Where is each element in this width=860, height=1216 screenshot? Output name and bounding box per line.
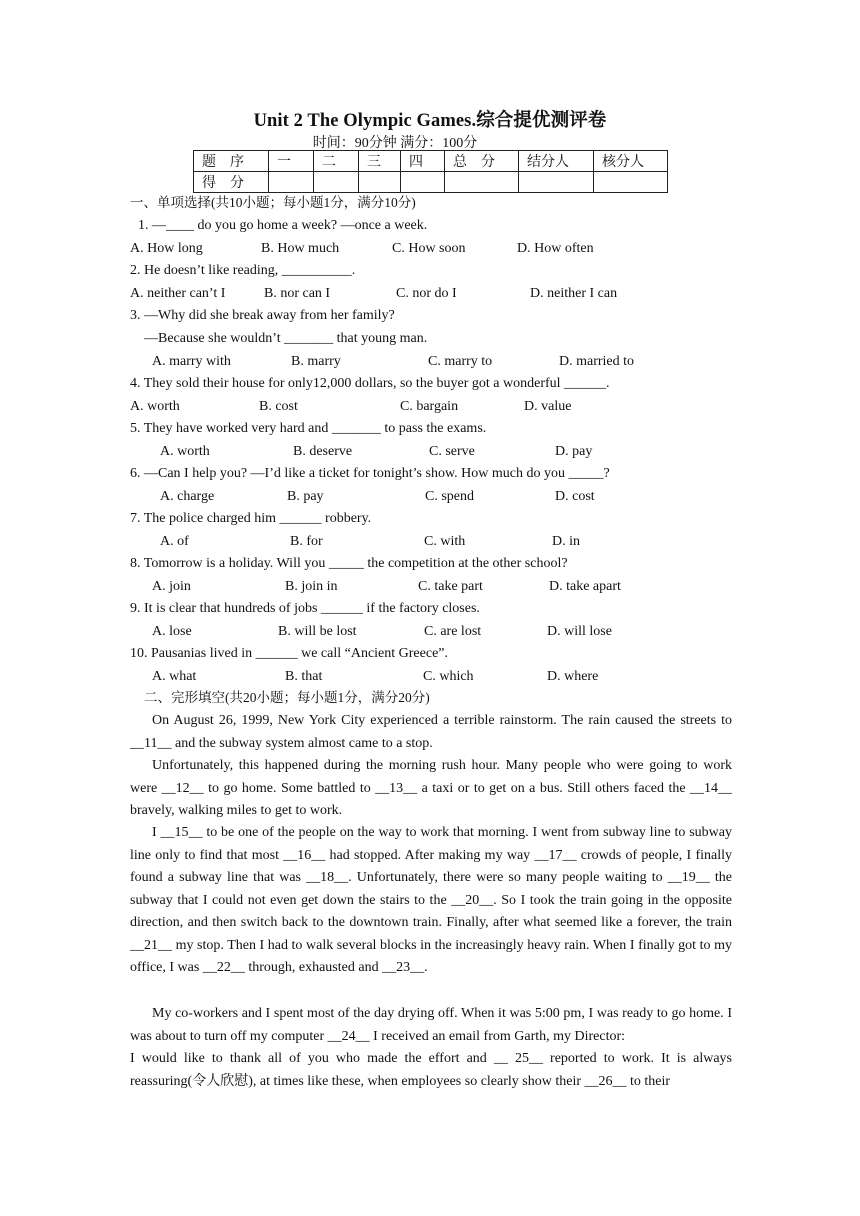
option-d: D. neither I can xyxy=(530,286,618,301)
option-d: D. where xyxy=(547,669,599,684)
option-a: A. lose xyxy=(152,624,192,639)
cloze-paragraph: I __15__ to be one of the people on the way to work that morning. I went from subway line to subway line only to find that most __16__ had stopped. After making my way __17__ crowds of people, I finally found a subway line that was __18__. Unfortunately, there were so many people waiting to __19__ the subway that I could not even get down the stairs to the __20__. So I took the train going in the opposite direction, and then switch back to the downtown train. Finally, after what seemed like a forever, the train __21__ my stop. Then I had to walk several blocks in the increasingly heavy rain. When I finally got to my office, I was __22__ through, exhausted and __23__. xyxy=(130,825,732,975)
option-c: C. serve xyxy=(429,444,475,459)
cloze-paragraph: On August 26, 1999, New York City experienced a terrible rainstorm. The rain caused the streets to __11__ and the subway system almost came to a stop. xyxy=(130,713,732,751)
question-stem: 7. The police charged him ______ robbery. xyxy=(130,511,372,526)
option-c: C. which xyxy=(423,669,474,684)
score-cell-scorer: 结分人 xyxy=(519,151,594,172)
option-a: A. How long xyxy=(130,241,203,256)
score-table-score-row xyxy=(194,172,668,193)
question-stem: 4. They sold their house for only12,000 dollars, so the buyer got a wonderful ______. xyxy=(130,376,610,391)
option-a: A. marry with xyxy=(152,354,231,369)
option-d: D. married to xyxy=(559,354,635,369)
option-a: A. worth xyxy=(160,444,210,459)
question-stem: 5. They have worked very hard and _______ to pass the exams. xyxy=(130,421,487,436)
option-c: C. spend xyxy=(425,489,474,504)
score-cell-3: 三 xyxy=(359,151,401,172)
option-a: A. worth xyxy=(130,399,180,414)
score-blank xyxy=(519,172,594,193)
score-cell-2: 二 xyxy=(314,151,359,172)
option-d: D. cost xyxy=(555,489,595,504)
score-blank xyxy=(445,172,519,193)
question-stem: 3. —Why did she break away from her family? xyxy=(130,308,395,323)
score-blank xyxy=(594,172,668,193)
option-b: B. will be lost xyxy=(278,624,357,639)
section1-heading: 一、单项选择(共10小题；每小题1分，满分10分) xyxy=(130,195,416,210)
option-c: C. bargain xyxy=(400,399,459,414)
option-b: B. join in xyxy=(285,579,338,594)
question-stem: 10. Pausanias lived in ______ we call “Ancient Greece”. xyxy=(130,646,449,661)
option-c: C. marry to xyxy=(428,354,493,369)
option-a: A. of xyxy=(160,534,189,549)
option-a: A. what xyxy=(152,669,197,684)
score-table xyxy=(193,150,668,193)
score-blank xyxy=(269,172,314,193)
score-blank xyxy=(401,172,445,193)
exam-time-score: 时间：90分钟 满分：100分 xyxy=(312,136,478,151)
option-b: B. that xyxy=(285,669,323,684)
option-d: D. value xyxy=(524,399,572,414)
score-blank xyxy=(314,172,359,193)
question-stem: 2. He doesn’t like reading, __________. xyxy=(130,263,356,278)
score-cell-checker: 核分人 xyxy=(594,151,668,172)
option-d: D. take apart xyxy=(549,579,621,594)
option-d: D. in xyxy=(552,534,580,549)
score-cell-4: 四 xyxy=(401,151,445,172)
score-cell-label: 题 序 xyxy=(194,151,269,172)
option-b: B. for xyxy=(290,534,323,549)
score-cell-total: 总 分 xyxy=(445,151,519,172)
cloze-paragraph: I would like to thank all of you who made the effort and __ 25__ reported to work. It is always reassuring(令人欣慰), at times like these, when employees so clearly show their __26__ to their xyxy=(130,1051,732,1089)
cloze-paragraph: My co-workers and I spent most of the day drying off. When it was 5:00 pm, I was ready to go home. I was about to turn off my computer __24__ I received an email from Garth, my Director: xyxy=(130,1006,732,1044)
score-row-label: 得 分 xyxy=(194,172,269,193)
option-a: A. join xyxy=(152,579,191,594)
option-c: C. How soon xyxy=(392,241,466,256)
question-stem: 8. Tomorrow is a holiday. Will you _____ the competition at the other school? xyxy=(130,556,568,571)
question-stem: 6. —Can I help you? —I’d like a ticket for tonight’s show. How much do you _____? xyxy=(130,466,610,481)
page-title: Unit 2 The Olympic Games.综合提优测评卷 xyxy=(253,111,607,131)
question-stem: 1. —____ do you go home a week? —once a week. xyxy=(138,218,428,233)
option-b: B. nor can I xyxy=(264,286,331,301)
option-b: B. How much xyxy=(261,241,340,256)
score-cell-1: 一 xyxy=(269,151,314,172)
question-stem: 9. It is clear that hundreds of jobs ______ if the factory closes. xyxy=(130,601,480,616)
option-c: C. take part xyxy=(418,579,483,594)
score-table-header-row xyxy=(194,151,668,172)
option-c: C. with xyxy=(424,534,466,549)
option-d: D. will lose xyxy=(547,624,612,639)
option-a: A. charge xyxy=(160,489,215,504)
option-d: D. pay xyxy=(555,444,593,459)
option-c: C. are lost xyxy=(424,624,482,639)
option-b: B. marry xyxy=(291,354,341,369)
option-a: A. neither can’t I xyxy=(130,286,226,301)
option-d: D. How often xyxy=(517,241,594,256)
option-c: C. nor do I xyxy=(396,286,457,301)
option-b: B. deserve xyxy=(293,444,353,459)
cloze-paragraph: Unfortunately, this happened during the morning rush hour. Many people who were going to work were __12__ to go home. Some battled to __13__ a taxi or to get on a bus. Still others faced the __14__ bravely, walking miles to get to work. xyxy=(130,758,732,818)
option-b: B. cost xyxy=(259,399,298,414)
score-blank xyxy=(359,172,401,193)
question-stem-continued: —Because she wouldn’t _______ that young man. xyxy=(144,331,428,346)
section2-heading: 二、完形填空(共20小题；每小题1分，满分20分) xyxy=(144,690,430,705)
option-b: B. pay xyxy=(287,489,324,504)
